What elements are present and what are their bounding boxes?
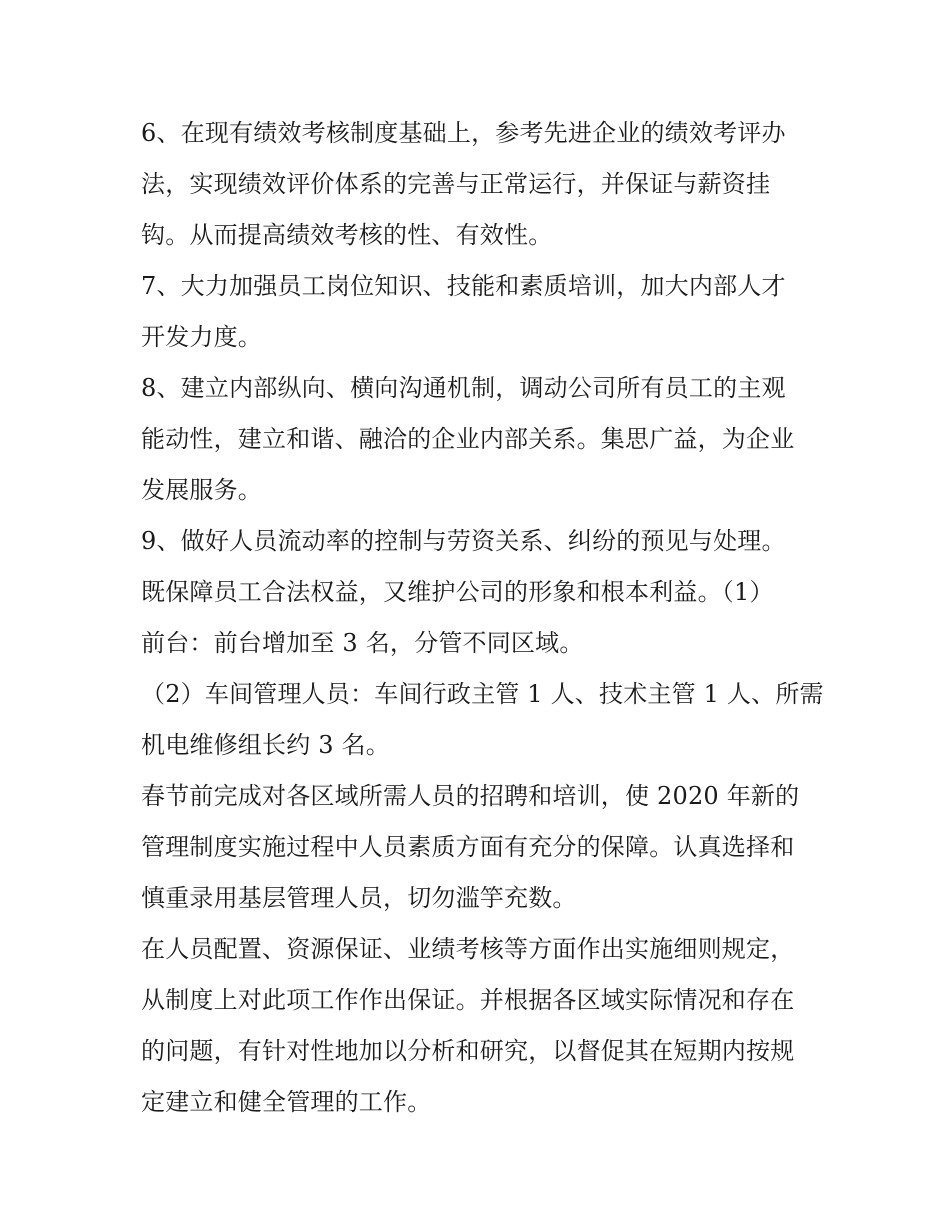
text-line: 既保障员工合法权益，又维护公司的形象和根本利益。（1） [141,578,774,606]
text-line: 8、建立内部纵向、横向沟通机制，调动公司所有员工的主观 [141,374,786,402]
text-line: 管理制度实施过程中人员素质方面有充分的保障。认真选择和 [141,833,795,861]
text-line: 钩。从而提高绩效考核的性、有效性。 [141,221,553,249]
text-line: 定建立和健全管理的工作。 [141,1088,432,1116]
text-line: 法，实现绩效评价体系的完善与正常运行，并保证与薪资挂 [141,170,771,198]
text-line: 在人员配置、资源保证、业绩考核等方面作出实施细则规定， [141,935,795,963]
text-line: 发展服务。 [141,476,262,504]
text-line: 的问题，有针对性地加以分析和研究，以督促其在短期内按规 [141,1037,795,1065]
text-line: 开发力度。 [141,323,262,351]
text-line: 从制度上对此项工作作出保证。并根据各区域实际情况和存在 [141,986,795,1014]
text-line: 6、在现有绩效考核制度基础上，参考先进企业的绩效考评办 [141,119,786,147]
text-line: 慎重录用基层管理人员，切勿滥竽充数。 [141,884,577,912]
text-line: 7、大力加强员工岗位知识、技能和素质培训，加大内部人才 [141,272,786,300]
text-line: 春节前完成对各区域所需人员的招聘和培训，使 2020 年新的 [141,782,800,810]
text-line: 能动性，建立和谐、融洽的企业内部关系。集思广益，为企业 [141,425,795,453]
text-line: 前台：前台增加至 3 名，分管不同区域。 [141,629,584,657]
document-body [141,108,824,1128]
text-line: 9、做好人员流动率的控制与劳资关系、纠纷的预见与处理。 [141,527,786,555]
text-line: （2）车间管理人员：车间行政主管 1 人、技术主管 1 人、所需 [141,680,824,708]
text-line: 机电维修组长约 3 名。 [141,731,390,759]
